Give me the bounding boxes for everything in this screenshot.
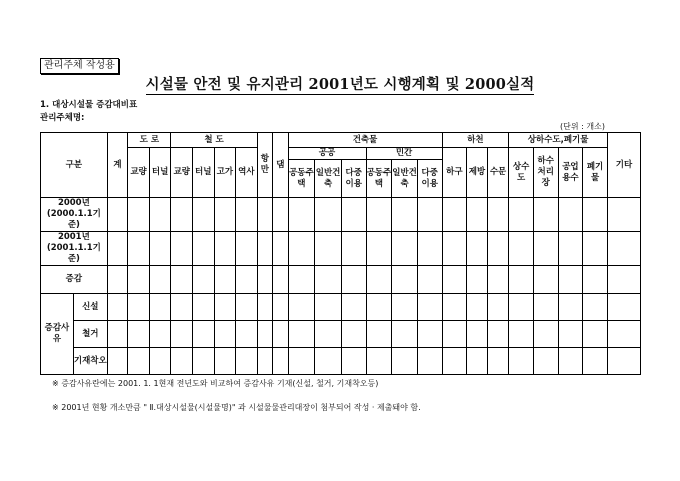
row-2001-label bbox=[41, 232, 108, 266]
row-2001-year: 2001년 bbox=[57, 232, 90, 242]
header-pri-housing: 공동주택 bbox=[366, 160, 392, 198]
header-river: 하천 bbox=[442, 133, 509, 148]
row-removed-label: 철거 bbox=[73, 321, 107, 348]
header-pri-multi: 다중이용 bbox=[417, 160, 442, 198]
row-reason-label: 증감사유 bbox=[41, 294, 74, 375]
row-change-label: 증감 bbox=[41, 266, 108, 294]
title-text: 시설물 안전 및 유지관리 2001년도 시행계획 및 2000실적 bbox=[145, 76, 535, 93]
header-road-tunnel: 터널 bbox=[149, 148, 171, 198]
header-sewage: 하수처리장 bbox=[533, 148, 558, 198]
row-2001-basis: (2001.1.1기준) bbox=[46, 243, 101, 264]
header-harbor: 항만 bbox=[257, 133, 272, 198]
comparison-table bbox=[40, 132, 641, 375]
unit-label: (단위 : 개소) bbox=[560, 122, 605, 131]
header-water: 상하수도,폐기물 bbox=[509, 133, 608, 148]
header-private: 민간 bbox=[366, 148, 442, 160]
header-pub-housing: 공동주택 bbox=[288, 160, 315, 198]
header-road-bridge: 교량 bbox=[128, 148, 150, 198]
row-other-label: 기재착오 bbox=[73, 348, 107, 375]
page-title bbox=[0, 73, 680, 94]
header-dam: 댐 bbox=[273, 133, 288, 198]
header-floodgate: 수문 bbox=[487, 148, 509, 198]
author-tag: 관리주체 작성용 bbox=[40, 58, 119, 74]
header-road: 도 로 bbox=[128, 133, 171, 148]
header-rail-elevated: 고가 bbox=[214, 148, 236, 198]
header-industrial-water: 공업용수 bbox=[558, 148, 583, 198]
row-2000-label bbox=[41, 198, 108, 232]
header-pub-multi: 다중이용 bbox=[341, 160, 366, 198]
section-heading: 1. 대상시설물 증감대비표 bbox=[40, 100, 138, 110]
header-waste: 폐기물 bbox=[583, 148, 608, 198]
header-pub-general: 일반건축 bbox=[315, 160, 342, 198]
header-pri-general: 일반건축 bbox=[392, 160, 418, 198]
header-etc: 기타 bbox=[607, 133, 640, 198]
header-rail-tunnel: 터널 bbox=[192, 148, 214, 198]
row-2000-basis: (2000.1.1기준) bbox=[46, 209, 101, 230]
agency-label: 관리주체명: bbox=[40, 113, 85, 123]
row-new-label: 신설 bbox=[73, 294, 107, 321]
header-waterworks: 상수도 bbox=[509, 148, 534, 198]
header-rail: 철 도 bbox=[171, 133, 257, 148]
header-gubun: 구분 bbox=[41, 133, 108, 198]
header-embankment: 제방 bbox=[467, 148, 488, 198]
header-rail-station: 역사 bbox=[236, 148, 258, 198]
note-1: ※ 증감사유란에는 2001. 1. 1현재 전년도와 비교하여 증감사유 기재(신설, 철거, 기재착오등) bbox=[52, 379, 379, 388]
header-estuary: 하구 bbox=[442, 148, 467, 198]
header-rail-bridge: 교량 bbox=[171, 148, 193, 198]
header-public: 공공 bbox=[288, 148, 366, 160]
note-2: ※ 2001년 현황 개소만큼 " Ⅱ.대상시설물(시설물명)" 과 시설물물관리대장이 첨부되어 작성 · 제출돼야 함. bbox=[52, 403, 421, 412]
row-2000-year: 2000년 bbox=[57, 198, 90, 208]
header-total: 계 bbox=[107, 133, 128, 198]
header-building: 건축물 bbox=[288, 133, 442, 148]
